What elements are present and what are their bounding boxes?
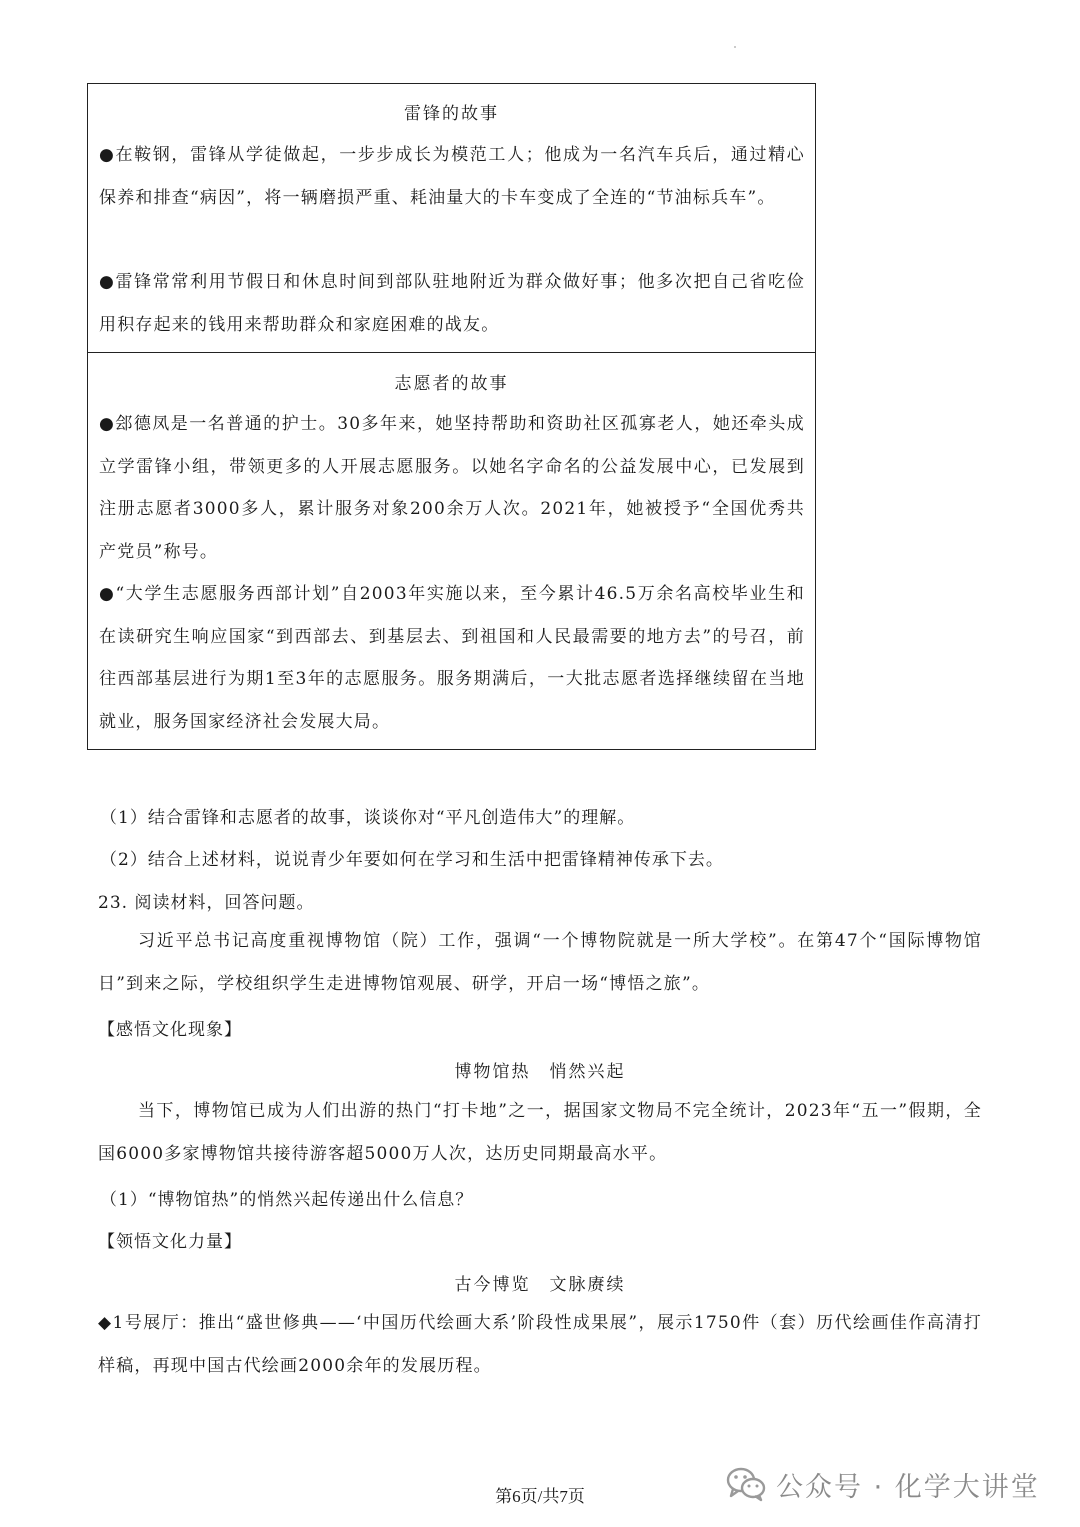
table-divider	[88, 352, 815, 353]
watermark	[726, 1461, 1040, 1507]
diamond-bullet-icon: ◆	[98, 1313, 113, 1333]
section-label-culture-phenomenon: 【感悟文化现象】	[98, 1020, 242, 1040]
question-23-heading: 23. 阅读材料，回答问题。	[98, 893, 315, 913]
volunteer-story-item: ●“大学生志愿服务西部计划”自2003年实施以来，至今累计46.5万余名高校毕业生和在读研究生响应国家“到西部去、到基层去、到祖国和人民最需要的地方去”的号召，前往西部基层进行为期1至3年的志愿服务。服务期满后，一大批志愿者选择继续留在当地就业，服务国家经济社会发展大局。	[99, 584, 805, 732]
watermark-text: 公众号 · 化学大讲堂	[776, 1471, 1040, 1503]
bullet-icon: ●	[99, 272, 116, 292]
volunteer-story-item: ●郐德凤是一名普通的护士。30多年来，她坚持帮助和资助社区孤寡老人，她还牵头成立学雷锋小组，带领更多的人开展志愿服务。以她名字命名的公益发展中心，已发展到注册志愿者3000多人，累计服务对象200余万人次。2021年，她被授予“全国优秀共产党员”称号。	[99, 414, 805, 562]
section-label-culture-power: 【领悟文化力量】	[98, 1232, 242, 1252]
wechat-icon	[726, 1466, 766, 1502]
lei-feng-story-item: ●雷锋常常利用节假日和休息时间到部队驻地附近为群众做好事；他多次把自己省吃俭用积存起来的钱用来帮助群众和家庭困难的战友。	[99, 272, 805, 335]
question-23-intro: 习近平总书记高度重视博物馆（院）工作，强调“一个博物院就是一所大学校”。在第47个“国际博物馆日”到来之际，学校组织学生走进博物馆观展、研学，开启一场“博悟之旅”。	[98, 931, 982, 994]
bullet-icon: ●	[99, 145, 116, 165]
volunteer-story-title: 志愿者的故事	[394, 374, 509, 394]
material-text-museum-craze: 当下，博物馆已成为人们出游的热门“打卡地”之一，据国家文物局不完全统计，2023年“五一”假期，全国6000多家博物馆共接待游客超5000万人次，达历史同期最高水平。	[98, 1101, 982, 1164]
material-title-museum-craze: 博物馆热 悄然兴起	[454, 1062, 626, 1082]
question-22-1: （1）结合雷锋和志愿者的故事，谈谈你对“平凡创造伟大”的理解。	[100, 808, 636, 828]
material-title-exhibition: 古今博览 文脉赓续	[454, 1275, 626, 1295]
lei-feng-story-title: 雷锋的故事	[404, 104, 499, 124]
page-number: 第6页/共7页	[495, 1487, 585, 1506]
exhibition-hall-1: ◆1号展厅：推出“盛世修典——‘中国历代绘画大系’阶段性成果展”，展示1750件（套）历代绘画佳作高清打样稿，再现中国古代绘画2000余年的发展历程。	[98, 1313, 982, 1376]
speck-dot	[734, 46, 736, 48]
stories-table	[87, 83, 816, 750]
lei-feng-story-item: ●在鞍钢，雷锋从学徒做起，一步步成长为模范工人；他成为一名汽车兵后，通过精心保养和排查“病因”，将一辆磨损严重、耗油量大的卡车变成了全连的“节油标兵车”。	[99, 145, 805, 208]
question-23-1: （1）“博物馆热”的悄然兴起传递出什么信息？	[100, 1190, 474, 1210]
bullet-icon: ●	[99, 584, 116, 604]
question-22-2: （2）结合上述材料，说说青少年要如何在学习和生活中把雷锋精神传承下去。	[100, 850, 724, 870]
bullet-icon: ●	[99, 414, 116, 434]
